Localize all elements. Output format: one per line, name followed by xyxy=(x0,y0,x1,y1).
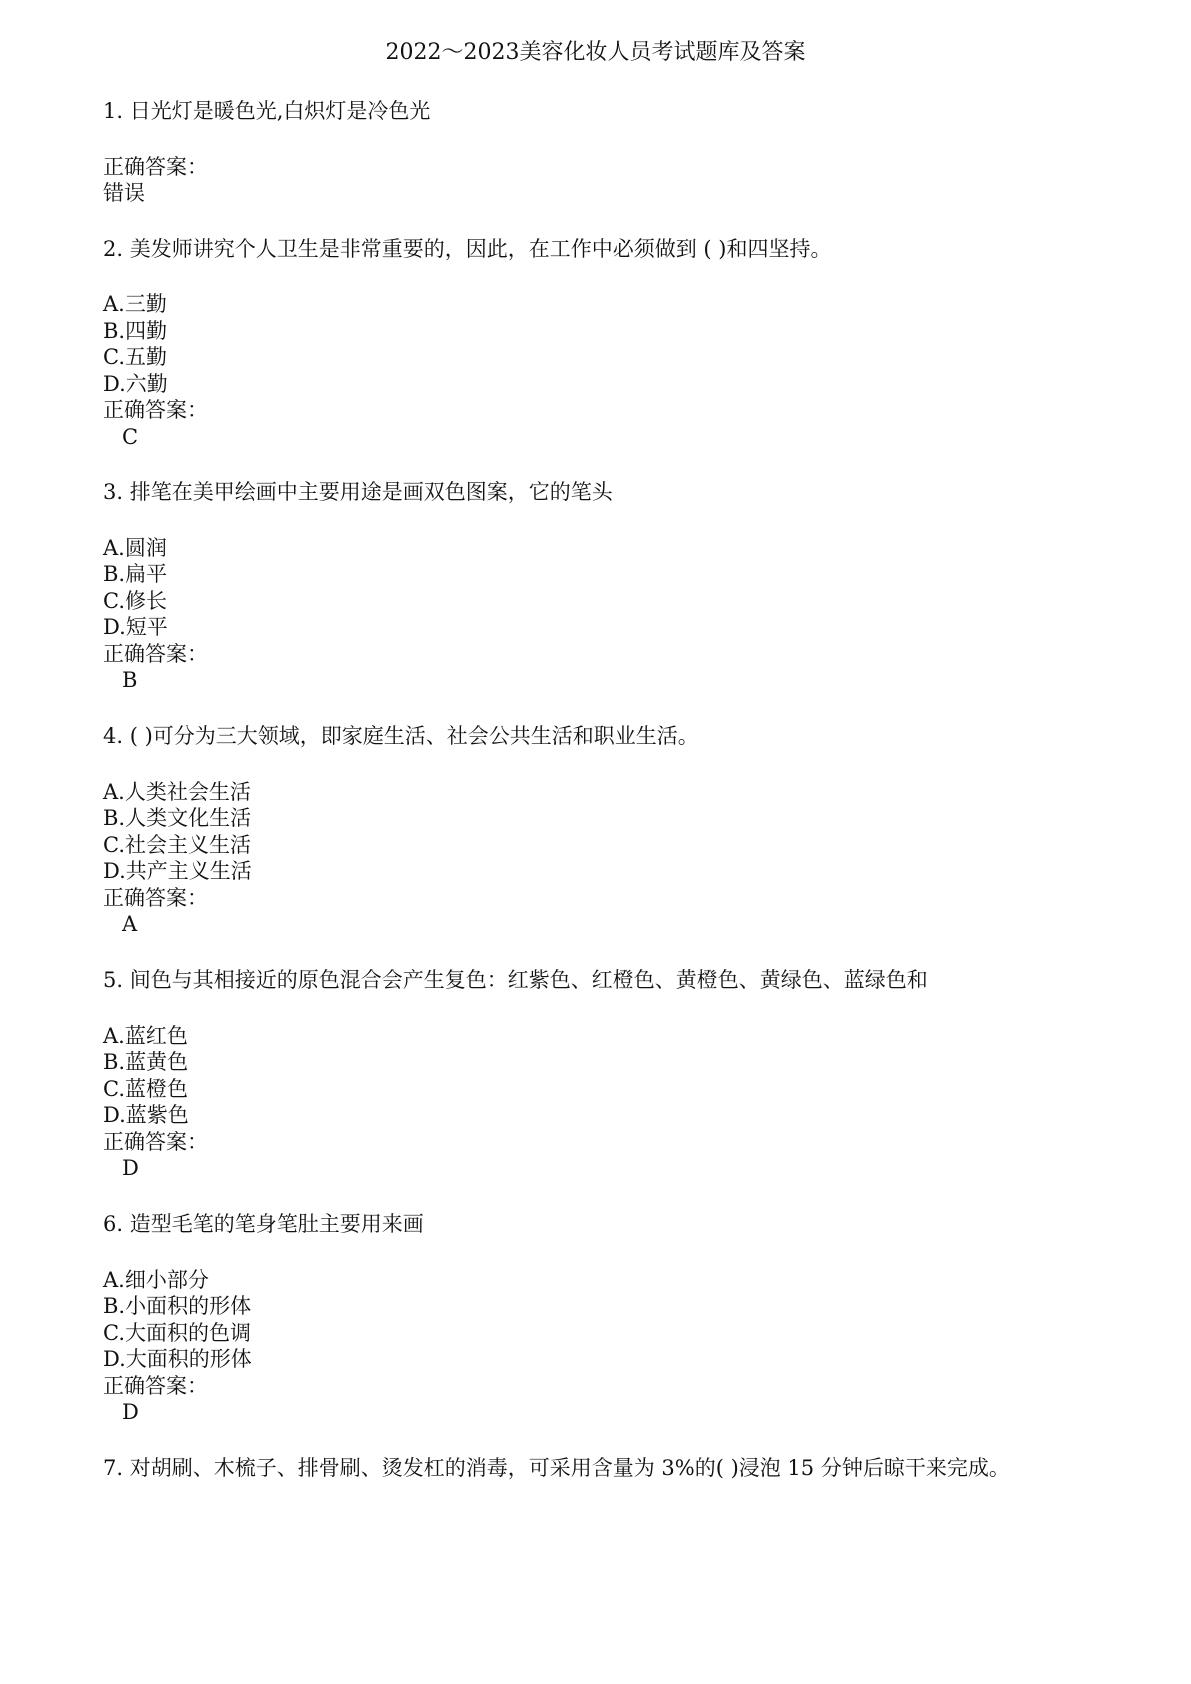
option-a: A.人类社会生活 xyxy=(103,780,251,804)
option-b: B.小面积的形体 xyxy=(103,1294,252,1318)
option-c: C.大面积的色调 xyxy=(103,1321,251,1345)
answer-label: 正确答案： xyxy=(103,642,208,666)
option-a: A.细小部分 xyxy=(103,1268,209,1292)
option-c: C.蓝橙色 xyxy=(103,1077,188,1101)
answer-label: 正确答案： xyxy=(103,155,208,179)
answer-label: 正确答案： xyxy=(103,1374,208,1398)
question-stem: 4. ( )可分为三大领域，即家庭生活、社会公共生活和职业生活。 xyxy=(103,724,699,748)
option-d: D.短平 xyxy=(103,615,168,639)
answer-value: A xyxy=(122,912,138,936)
answer-label: 正确答案： xyxy=(103,1130,208,1154)
option-c: C.五勤 xyxy=(103,345,167,369)
option-b: B.四勤 xyxy=(103,319,168,343)
option-b: B.人类文化生活 xyxy=(103,806,252,830)
option-d: D.蓝紫色 xyxy=(103,1103,189,1127)
option-b: B.蓝黄色 xyxy=(103,1050,189,1074)
answer-label: 正确答案： xyxy=(103,886,208,910)
answer-value: D xyxy=(122,1400,139,1424)
option-d: D.大面积的形体 xyxy=(103,1347,252,1371)
question-stem: 7. 对胡刷、木梳子、排骨刷、烫发杠的消毒，可采用含量为 3%的( )浸泡 15 分钟后晾干来完成。 xyxy=(103,1456,1010,1480)
question-stem: 5. 间色与其相接近的原色混合会产生复色：红紫色、红橙色、黄橙色、黄绿色、蓝绿色和 xyxy=(103,968,928,992)
question-stem: 2. 美发师讲究个人卫生是非常重要的，因此，在工作中必须做到 ( )和四坚持。 xyxy=(103,237,832,261)
answer-value: C xyxy=(122,425,139,449)
option-d: D.六勤 xyxy=(103,372,168,396)
option-a: A.蓝红色 xyxy=(103,1024,188,1048)
option-b: B.扁平 xyxy=(103,562,168,586)
document-title: 2022～2023美容化妆人员考试题库及答案 xyxy=(385,40,806,65)
answer-value: 错误 xyxy=(103,181,145,205)
option-a: A.三勤 xyxy=(103,292,167,316)
option-c: C.修长 xyxy=(103,589,167,613)
option-c: C.社会主义生活 xyxy=(103,833,251,857)
answer-value: B xyxy=(122,668,138,692)
option-a: A.圆润 xyxy=(103,536,167,560)
question-stem: 6. 造型毛笔的笔身笔肚主要用来画 xyxy=(103,1212,424,1236)
option-d: D.共产主义生活 xyxy=(103,859,252,883)
answer-value: D xyxy=(122,1156,139,1180)
answer-label: 正确答案： xyxy=(103,398,208,422)
question-stem: 1. 日光灯是暖色光,白炽灯是冷色光 xyxy=(103,99,431,123)
question-stem: 3. 排笔在美甲绘画中主要用途是画双色图案，它的笔头 xyxy=(103,480,613,504)
